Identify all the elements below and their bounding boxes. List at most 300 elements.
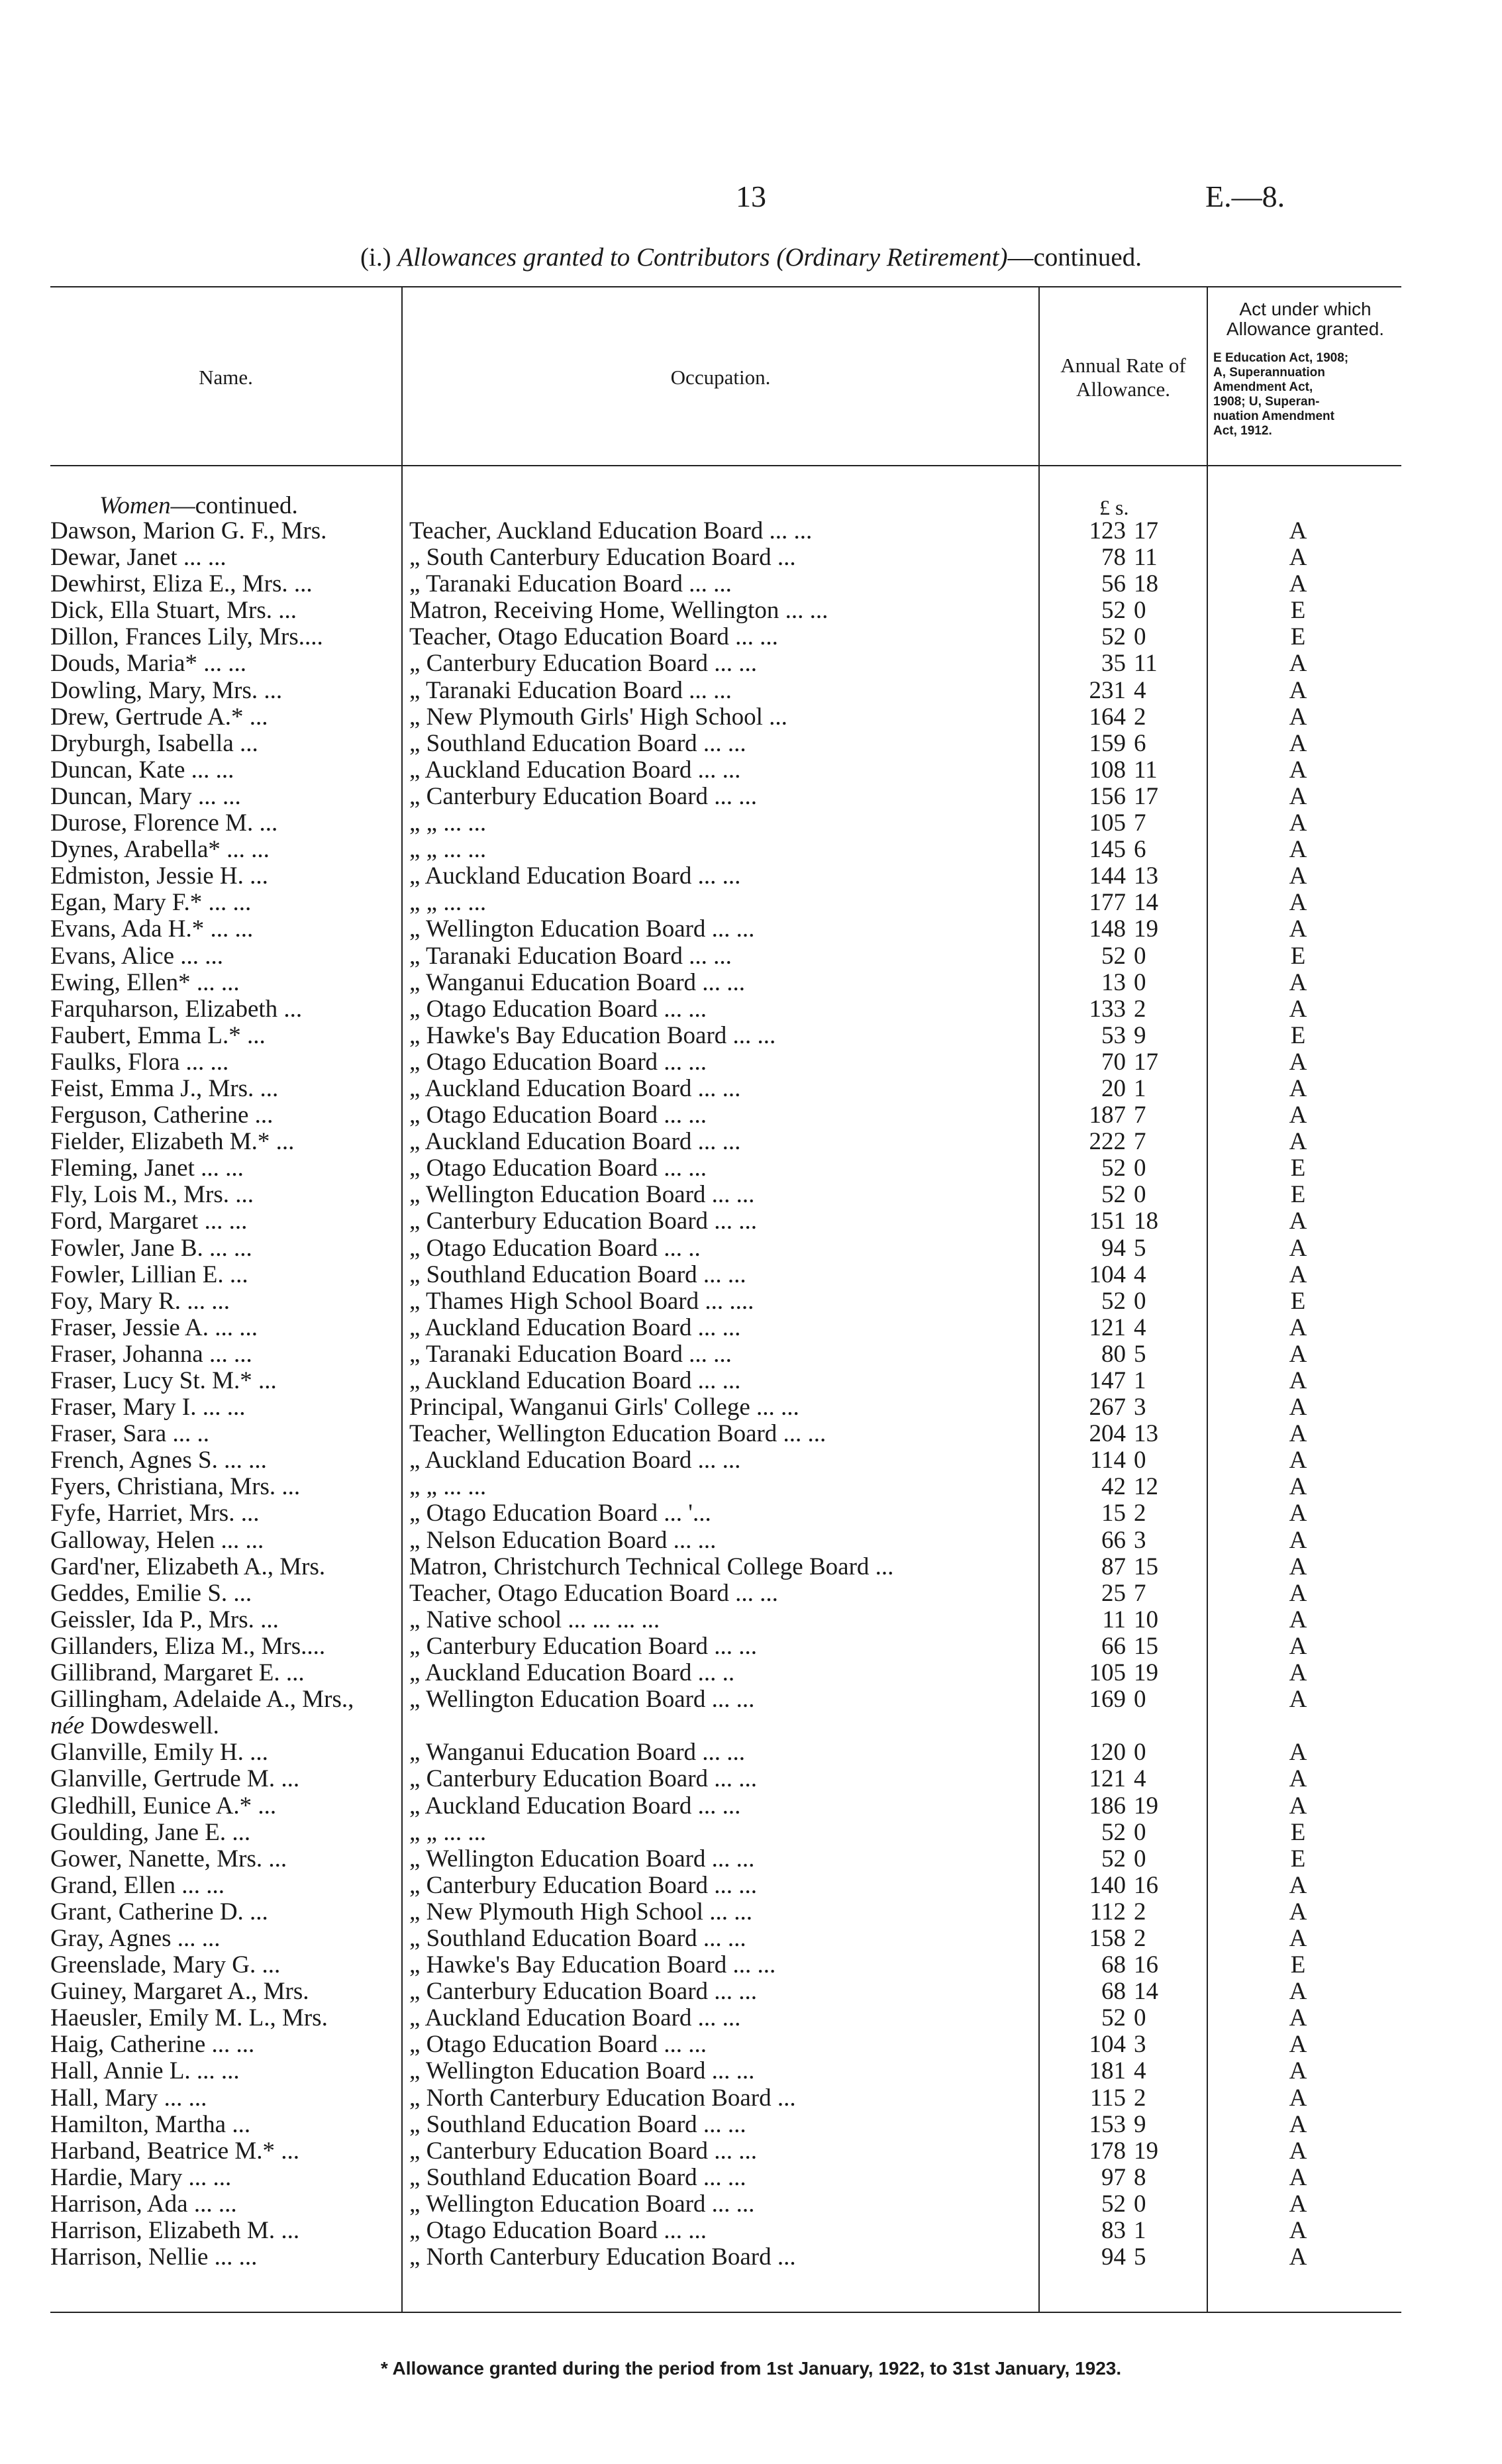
cell-act: E (1290, 1287, 1306, 1315)
cell-occupation: „ Otago Education Board ... ... (409, 1155, 707, 1182)
cell-occupation: „ New Plymouth Girls' High School ... (409, 703, 787, 731)
table-row (0, 1739, 1502, 1766)
table-row (0, 1421, 1502, 1447)
cell-name: Dick, Ella Stuart, Mrs. ... (50, 597, 297, 625)
cell-shillings: 2 (1134, 703, 1146, 731)
cell-act: A (1289, 1659, 1307, 1687)
cell-occupation: „ Wellington Education Board ... ... (409, 2058, 755, 2085)
table-row (0, 1686, 1502, 1713)
cell-shillings: 19 (1134, 1659, 1158, 1687)
cell-pounds: 66 (1101, 1632, 1126, 1660)
table-row (0, 650, 1502, 677)
cell-act: E (1290, 1818, 1306, 1846)
table-row (0, 970, 1502, 996)
cell-name: Evans, Alice ... ... (50, 943, 224, 970)
table-row (0, 2112, 1502, 2138)
cell-occupation: „ Canterbury Education Board ... ... (409, 1978, 758, 2006)
cell-occupation: „ Otago Education Board ... ... (409, 996, 707, 1023)
table-row (0, 2058, 1502, 2084)
table-row (0, 1182, 1502, 1208)
cell-pounds: 97 (1101, 2163, 1126, 2191)
cell-act: E (1290, 623, 1306, 651)
cell-act: A (1289, 544, 1307, 572)
cell-pounds: 147 (1089, 1367, 1126, 1394)
cell-pounds: 267 (1089, 1394, 1126, 1421)
cell-pounds: 52 (1101, 1845, 1126, 1873)
cell-occupation: Matron, Christchurch Technical College Board ... (409, 1553, 894, 1580)
cell-occupation: „ Canterbury Education Board ... ... (409, 2137, 758, 2165)
table-row (0, 1527, 1502, 1554)
act-key-line5: nuation Amendment (1213, 409, 1334, 423)
cell-pounds: 145 (1089, 836, 1126, 864)
cell-name: Fowler, Lillian E. ... (50, 1261, 248, 1288)
header-rate (1040, 354, 1207, 401)
cell-act: A (1289, 995, 1307, 1023)
cell-shillings: 3 (1134, 2031, 1146, 2059)
cell-act: E (1290, 1845, 1306, 1873)
cell-name: Ewing, Ellen* ... ... (50, 969, 240, 996)
table-row (0, 1846, 1502, 1873)
cell-act: A (1289, 517, 1307, 544)
cell-act: A (1289, 2057, 1307, 2085)
cell-shillings: 0 (1134, 942, 1146, 970)
cell-name: Goulding, Jane E. ... (50, 1819, 251, 1846)
cell-act: A (1289, 862, 1307, 890)
header-act-line1: Act under which (1239, 299, 1372, 319)
cell-name: Douds, Maria* ... ... (50, 650, 246, 678)
cell-occupation: Matron, Receiving Home, Wellington ... ... (409, 597, 828, 625)
cell-occupation: „ Taranaki Education Board ... ... (409, 677, 732, 704)
cell-pounds: 181 (1089, 2057, 1126, 2085)
cell-shillings: 0 (1134, 1818, 1146, 1846)
cell-act: A (1289, 1394, 1307, 1421)
table-row (0, 1049, 1502, 1076)
cell-shillings: 11 (1134, 756, 1158, 784)
cell-occupation: Teacher, Auckland Education Board ... ... (409, 518, 813, 544)
cell-occupation: „ Taranaki Education Board ... ... (409, 571, 732, 598)
cell-occupation: „ „ ... ... (409, 837, 487, 864)
cell-act: A (1289, 2110, 1307, 2138)
cell-name: Dillon, Frances Lily, Mrs.... (50, 624, 323, 651)
cell-name: Dowling, Mary, Mrs. ... (50, 677, 283, 704)
cell-occupation: „ Nelson Education Board ... ... (409, 1527, 717, 1554)
cell-act: A (1289, 2137, 1307, 2165)
cell-name: Foy, Mary R. ... ... (50, 1288, 230, 1315)
cell-act: A (1289, 1606, 1307, 1633)
table-row (0, 1023, 1502, 1049)
table-row (0, 624, 1502, 650)
cell-pounds: 15 (1101, 1500, 1126, 1527)
cell-act: E (1290, 1181, 1306, 1209)
cell-occupation: „ Auckland Education Board ... ... (409, 1075, 741, 1102)
cell-shillings: 15 (1134, 1553, 1158, 1580)
cell-pounds: 177 (1089, 889, 1126, 917)
table-row (0, 518, 1502, 544)
table-row (0, 571, 1502, 597)
cell-name: Fraser, Jessie A. ... ... (50, 1314, 258, 1341)
cell-occupation: „ Taranaki Education Board ... ... (409, 1341, 732, 1368)
cell-name: Harrison, Elizabeth M. ... (50, 2218, 300, 2244)
cell-name: Feist, Emma J., Mrs. ... (50, 1075, 279, 1102)
cell-pounds: 52 (1101, 597, 1126, 625)
act-key-line1: E Education Act, 1908; (1213, 351, 1349, 365)
cell-shillings: 2 (1134, 1898, 1146, 1925)
cell-occupation: „ Southland Education Board ... ... (409, 730, 746, 757)
cell-shillings: 4 (1134, 1765, 1146, 1793)
cell-pounds: 70 (1101, 1048, 1126, 1076)
cell-shillings: 6 (1134, 836, 1146, 864)
cell-pounds: 35 (1101, 650, 1126, 678)
cell-pounds: 52 (1101, 1818, 1126, 1846)
cell-name: Glanville, Emily H. ... (50, 1739, 268, 1767)
cell-shillings: 17 (1134, 517, 1158, 544)
cell-shillings: 11 (1134, 650, 1158, 678)
page-number: 13 (736, 180, 766, 213)
cell-shillings: 1 (1134, 2217, 1146, 2244)
table-row (0, 2138, 1502, 2165)
cell-pounds: 178 (1089, 2137, 1126, 2165)
cell-shillings: 0 (1134, 2004, 1146, 2032)
table-row (0, 1925, 1502, 1952)
cell-act: A (1289, 729, 1307, 757)
cell-occupation: „ Otago Education Board ... ... (409, 1049, 707, 1076)
cell-pounds: 52 (1101, 2190, 1126, 2218)
cell-shillings: 19 (1134, 1792, 1158, 1820)
cell-shillings: 3 (1134, 1526, 1146, 1554)
cell-shillings: 0 (1134, 1686, 1146, 1714)
cell-act: A (1289, 1447, 1307, 1474)
table-row (0, 784, 1502, 810)
act-key-line2: A, Superannuation (1213, 366, 1325, 380)
cell-name: Gillingham, Adelaide A., Mrs., (50, 1686, 354, 1714)
table-row (0, 996, 1502, 1023)
cell-occupation: „ Canterbury Education Board ... ... (409, 1208, 758, 1235)
table-row (0, 1580, 1502, 1607)
table-row (0, 1341, 1502, 1368)
cell-name: Ferguson, Catherine ... (50, 1102, 274, 1129)
table-row (0, 1899, 1502, 1925)
table-row (0, 1793, 1502, 1820)
table-row (0, 678, 1502, 704)
cell-shillings: 0 (1134, 1155, 1146, 1182)
section-label (99, 491, 298, 520)
cell-name: Hall, Annie L. ... ... (50, 2058, 240, 2085)
cell-act: A (1289, 1048, 1307, 1076)
cell-name: Edmiston, Jessie H. ... (50, 863, 268, 890)
cell-shillings: 5 (1134, 1340, 1146, 1368)
cell-occupation: „ Wellington Education Board ... ... (409, 1182, 755, 1209)
cell-pounds: 121 (1089, 1313, 1126, 1341)
cell-shillings: 12 (1134, 1473, 1158, 1501)
table-row (0, 1952, 1502, 1978)
cell-occupation: „ Southland Education Board ... ... (409, 2164, 746, 2191)
cell-pounds: 20 (1101, 1074, 1126, 1102)
cell-name: Geissler, Ida P., Mrs. ... (50, 1606, 279, 1633)
cell-shillings: 0 (1134, 1287, 1146, 1315)
cell-name: née Dowdeswell. (50, 1713, 219, 1740)
cell-act: A (1289, 836, 1307, 864)
cell-shillings: 9 (1134, 2110, 1146, 2138)
cell-pounds: 164 (1089, 703, 1126, 731)
cell-name: Greenslade, Mary G. ... (50, 1952, 281, 1979)
cell-shillings: 11 (1134, 544, 1158, 572)
cell-pounds: 123 (1089, 517, 1126, 544)
table-row (0, 2165, 1502, 2191)
cell-pounds: 121 (1089, 1765, 1126, 1793)
cell-pounds: 66 (1101, 1526, 1126, 1554)
cell-occupation: „ Southland Education Board ... ... (409, 1261, 746, 1288)
cell-shillings: 0 (1134, 1845, 1146, 1873)
table-row (0, 731, 1502, 757)
table-row (0, 2244, 1502, 2271)
cell-shillings: 2 (1134, 1500, 1146, 1527)
cell-act: E (1290, 942, 1306, 970)
table-row (0, 837, 1502, 863)
cell-shillings: 0 (1134, 597, 1146, 625)
cell-shillings: 13 (1134, 1420, 1158, 1448)
cell-occupation: Principal, Wanganui Girls' College ... ... (409, 1394, 799, 1421)
cell-name: Grand, Ellen ... ... (50, 1872, 225, 1899)
cell-occupation: „ Canterbury Education Board ... ... (409, 1872, 758, 1899)
cell-name: Drew, Gertrude A.* ... (50, 703, 268, 731)
cell-occupation: „ „ ... ... (409, 1474, 487, 1501)
cell-pounds: 52 (1101, 942, 1126, 970)
cell-pounds: 25 (1101, 1579, 1126, 1607)
cell-pounds: 169 (1089, 1686, 1126, 1714)
cell-act: A (1289, 1102, 1307, 1129)
cell-occupation: „ Canterbury Education Board ... ... (409, 650, 758, 678)
cell-pounds: 115 (1089, 2084, 1126, 2112)
cell-shillings: 0 (1134, 2190, 1146, 2218)
cell-act: A (1289, 570, 1307, 598)
cell-occupation: „ Canterbury Education Board ... ... (409, 1766, 758, 1793)
caption-title: Allowances granted to Contributors (Ordinary Retirement) (397, 243, 1008, 272)
cell-act: A (1289, 1553, 1307, 1580)
cell-name: Fraser, Johanna ... ... (50, 1341, 252, 1368)
cell-pounds: 108 (1089, 756, 1126, 784)
cell-act: A (1289, 1207, 1307, 1235)
cell-name: Faulks, Flora ... ... (50, 1049, 229, 1076)
section-label-italic: Women (99, 492, 171, 519)
cell-occupation: „ Otago Education Board ... .. (409, 1235, 701, 1262)
cell-occupation: „ Thames High School Board ... .... (409, 1288, 754, 1315)
cell-occupation: „ Otago Education Board ... ... (409, 2218, 707, 2244)
cell-occupation: „ Auckland Education Board ... ... (409, 2005, 741, 2032)
cell-occupation: „ Hawke's Bay Education Board ... ... (409, 1022, 776, 1049)
cell-shillings: 0 (1134, 968, 1146, 996)
table-row (0, 757, 1502, 784)
cell-occupation: „ Auckland Education Board ... ... (409, 1129, 741, 1156)
cell-act: A (1289, 1234, 1307, 1262)
cell-pounds: 222 (1089, 1128, 1126, 1156)
cell-pounds: 13 (1101, 968, 1126, 996)
cell-shillings: 8 (1134, 2163, 1146, 2191)
cell-act: A (1289, 2243, 1307, 2271)
cell-name: Hardie, Mary ... ... (50, 2164, 232, 2191)
cell-name: Egan, Mary F.* ... ... (50, 890, 252, 917)
header-act-key (1213, 351, 1401, 438)
table-row (0, 810, 1502, 837)
cell-pounds: 87 (1101, 1553, 1126, 1580)
cell-occupation: „ Wellington Education Board ... ... (409, 916, 755, 943)
cell-name: Ford, Margaret ... ... (50, 1208, 248, 1235)
cell-pounds: 148 (1089, 915, 1126, 943)
table-row (0, 1978, 1502, 2005)
cell-pounds: 56 (1101, 570, 1126, 598)
table-row (0, 890, 1502, 916)
cell-occupation: „ „ ... ... (409, 810, 487, 837)
cell-act: A (1289, 1632, 1307, 1660)
table-row (0, 2191, 1502, 2218)
caption-prefix: (i.) (360, 243, 398, 272)
cell-pounds: 231 (1089, 676, 1126, 704)
currency-heading: £ s. (1099, 495, 1129, 519)
cell-occupation: „ New Plymouth High School ... ... (409, 1898, 752, 1925)
cell-occupation: „ Wanganui Education Board ... ... (409, 1739, 746, 1767)
cell-occupation: „ Southland Education Board ... ... (409, 2111, 746, 2138)
cell-act: A (1289, 968, 1307, 996)
cell-pounds: 53 (1101, 1021, 1126, 1049)
table-row (0, 1633, 1502, 1660)
cell-occupation: Teacher, Wellington Education Board ... ... (409, 1421, 826, 1448)
cell-pounds: 112 (1089, 1898, 1126, 1925)
cell-shillings: 7 (1134, 809, 1146, 837)
cell-shillings: 0 (1134, 623, 1146, 651)
cell-occupation: „ Taranaki Education Board ... ... (409, 943, 732, 970)
cell-shillings: 17 (1134, 782, 1158, 810)
cell-name: Gillanders, Eliza M., Mrs.... (50, 1633, 326, 1660)
cell-act: A (1289, 1898, 1307, 1925)
table-row (0, 1076, 1502, 1102)
table-row (0, 1447, 1502, 1474)
table-row (0, 1820, 1502, 1846)
cell-name: Fyers, Christiana, Mrs. ... (50, 1474, 301, 1501)
cell-name: Fraser, Sara ... .. (50, 1421, 209, 1448)
cell-name: Dynes, Arabella* ... ... (50, 837, 270, 864)
cell-name: Harrison, Ada ... ... (50, 2190, 237, 2218)
table-top-rule (50, 286, 1401, 287)
cell-act: A (1289, 1340, 1307, 1368)
cell-name: Dewar, Janet ... ... (50, 544, 226, 572)
cell-pounds: 140 (1089, 1871, 1126, 1899)
table-row (0, 1288, 1502, 1315)
cell-pounds: 80 (1101, 1340, 1126, 1368)
table-row (0, 1155, 1502, 1182)
cell-pounds: 83 (1101, 2217, 1126, 2244)
cell-pounds: 94 (1101, 2243, 1126, 2271)
cell-shillings: 5 (1134, 1234, 1146, 1262)
cell-shillings: 0 (1134, 1447, 1146, 1474)
cell-shillings: 7 (1134, 1102, 1146, 1129)
cell-shillings: 7 (1134, 1579, 1146, 1607)
cell-name: Glanville, Gertrude M. ... (50, 1766, 300, 1793)
cell-pounds: 105 (1089, 809, 1126, 837)
cell-occupation: „ Wellington Education Board ... ... (409, 1686, 755, 1714)
table-row (0, 1262, 1502, 1288)
cell-pounds: 68 (1101, 1978, 1126, 2006)
cell-act: A (1289, 1871, 1307, 1899)
table-row (0, 1873, 1502, 1899)
cell-occupation: „ Auckland Education Board ... ... (409, 756, 741, 784)
table-row (0, 916, 1502, 943)
cell-pounds: 114 (1089, 1447, 1126, 1474)
cell-shillings: 16 (1134, 1871, 1158, 1899)
cell-pounds: 120 (1089, 1739, 1126, 1767)
cell-pounds: 68 (1101, 1951, 1126, 1979)
cell-shillings: 17 (1134, 1048, 1158, 1076)
cell-occupation: Teacher, Otago Education Board ... ... (409, 1580, 778, 1607)
cell-shillings: 10 (1134, 1606, 1158, 1633)
cell-act: E (1290, 597, 1306, 625)
cell-act: A (1289, 2190, 1307, 2218)
cell-name: Farquharson, Elizabeth ... (50, 996, 303, 1023)
header-act (1209, 299, 1401, 339)
section-label-suffix: —continued. (170, 492, 298, 519)
cell-name: Fielder, Elizabeth M.* ... (50, 1129, 295, 1156)
cell-shillings: 2 (1134, 2084, 1146, 2112)
cell-act: A (1289, 2031, 1307, 2059)
cell-act: A (1289, 1128, 1307, 1156)
cell-shillings: 2 (1134, 1924, 1146, 1952)
cell-act: A (1289, 1739, 1307, 1767)
cell-act: A (1289, 1074, 1307, 1102)
cell-act: A (1289, 1792, 1307, 1820)
cell-name: Hall, Mary ... ... (50, 2084, 207, 2112)
cell-name: Gledhill, Eunice A.* ... (50, 1792, 277, 1820)
cell-name: Harband, Beatrice M.* ... (50, 2137, 300, 2165)
cell-pounds: 187 (1089, 1102, 1126, 1129)
cell-act: A (1289, 1686, 1307, 1714)
cell-act: A (1289, 1579, 1307, 1607)
cell-occupation: „ Wanganui Education Board ... ... (409, 969, 746, 996)
header-name: Name. (199, 366, 253, 389)
table-row (0, 2005, 1502, 2031)
cell-shillings: 4 (1134, 2057, 1146, 2085)
cell-name: Gower, Nanette, Mrs. ... (50, 1845, 287, 1873)
table-row (0, 1766, 1502, 1792)
cell-pounds: 42 (1101, 1473, 1126, 1501)
cell-name: Haig, Catherine ... ... (50, 2031, 255, 2059)
header-bottom-rule (50, 465, 1401, 466)
cell-act: A (1289, 1500, 1307, 1527)
cell-shillings: 15 (1134, 1632, 1158, 1660)
cell-occupation: „ Otago Education Board ... '... (409, 1500, 711, 1527)
cell-pounds: 52 (1101, 2004, 1126, 2032)
cell-name: Dawson, Marion G. F., Mrs. (50, 518, 327, 544)
cell-pounds: 52 (1101, 1287, 1126, 1315)
cell-shillings: 19 (1134, 2137, 1158, 2165)
caption-suffix: —continued. (1007, 243, 1142, 272)
table-caption (0, 242, 1502, 272)
cell-name: Gard'ner, Elizabeth A., Mrs. (50, 1553, 326, 1580)
cell-shillings: 4 (1134, 1260, 1146, 1288)
cell-act: A (1289, 889, 1307, 917)
cell-pounds: 133 (1089, 995, 1126, 1023)
cell-name: Evans, Ada H.* ... ... (50, 916, 254, 943)
cell-shillings: 14 (1134, 1978, 1158, 2006)
cell-occupation: „ Wellington Education Board ... ... (409, 1845, 755, 1873)
cell-act: A (1289, 2163, 1307, 2191)
table-row (0, 2031, 1502, 2058)
cell-pounds: 144 (1089, 862, 1126, 890)
cell-name: Dryburgh, Isabella ... (50, 730, 258, 757)
cell-name: Guiney, Margaret A., Mrs. (50, 1978, 309, 2006)
cell-shillings: 13 (1134, 862, 1158, 890)
cell-name: Fly, Lois M., Mrs. ... (50, 1182, 254, 1209)
cell-name: Gray, Agnes ... ... (50, 1925, 221, 1952)
cell-act: A (1289, 1473, 1307, 1501)
cell-pounds: 94 (1101, 1234, 1126, 1262)
